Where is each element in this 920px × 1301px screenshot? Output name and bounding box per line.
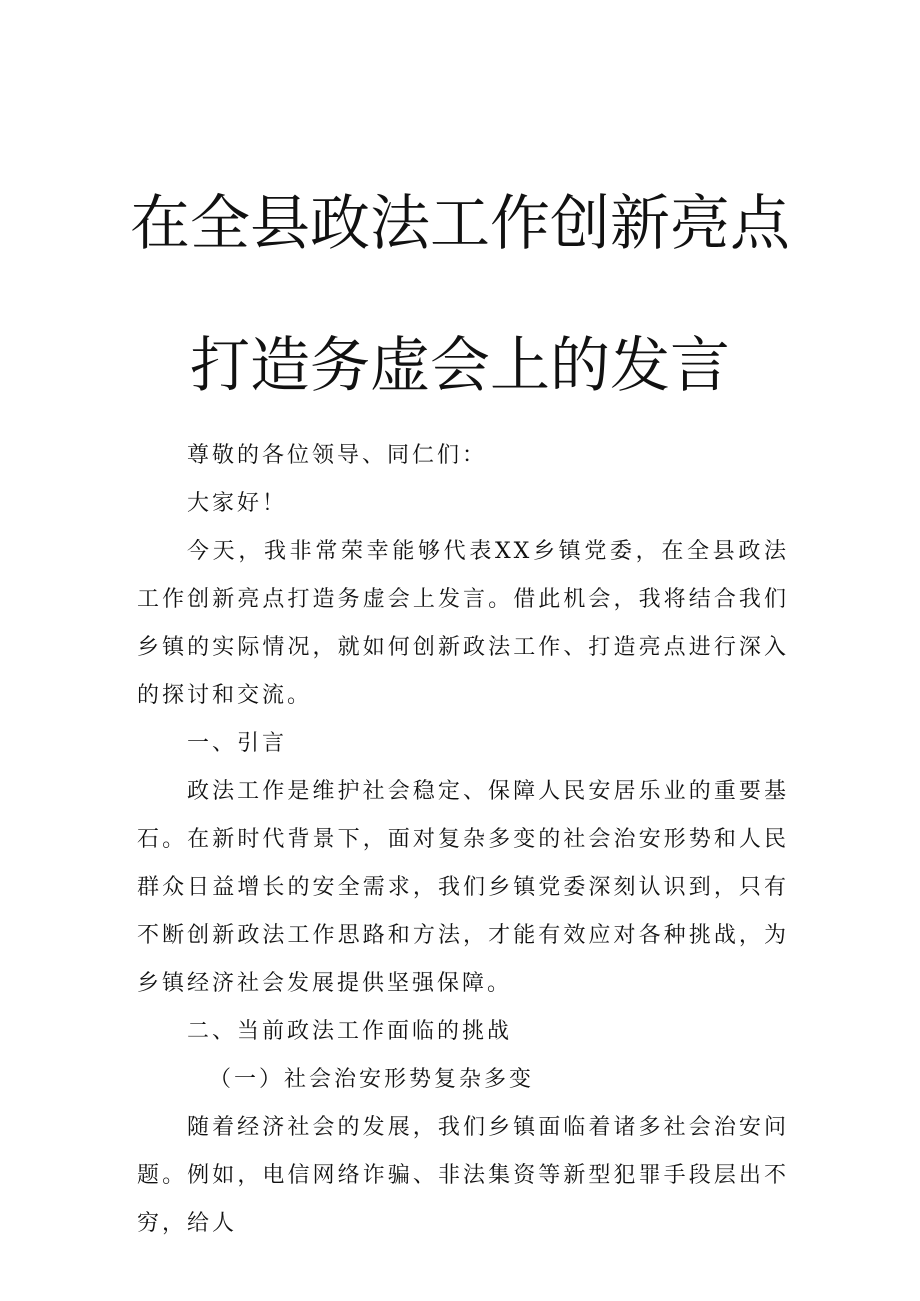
subsection-heading-security: （一）社会治安形势复杂多变 bbox=[209, 1067, 535, 1092]
document-body bbox=[137, 432, 789, 1248]
salutation: 尊敬的各位领导、同仁们： bbox=[187, 443, 488, 468]
document-title-line-2: 打造务虚会上的发言 bbox=[190, 331, 730, 401]
section-heading-introduction: 一、引言 bbox=[187, 731, 288, 756]
introduction-paragraph: 政法工作是维护社会稳定、保障人民安居乐业的重要基石。在新时代背景下，面对复杂多变的社会治安形势和人民群众日益增长的安全需求，我们乡镇党委深刻认识到，只有不断创新政法工作思路和方法，才能有效应对各种挑战，为乡镇经济社会发展提供坚强保障。 bbox=[137, 779, 789, 996]
intro-paragraph: 今天，我非常荣幸能够代表XX乡镇党委，在全县政法工作创新亮点打造务虚会上发言。借此机会，我将结合我们乡镇的实际情况，就如何创新政法工作、打造亮点进行深入的探讨和交流。 bbox=[137, 539, 789, 708]
greeting: 大家好！ bbox=[187, 491, 288, 516]
security-paragraph: 随着经济社会的发展，我们乡镇面临着诸多社会治安问题。例如，电信网络诈骗、非法集资等新型犯罪手段层出不穷，给人 bbox=[137, 1115, 789, 1236]
section-heading-challenges: 二、当前政法工作面临的挑战 bbox=[187, 1019, 513, 1044]
document-title-line-1: 在全县政法工作创新亮点 bbox=[130, 189, 790, 259]
